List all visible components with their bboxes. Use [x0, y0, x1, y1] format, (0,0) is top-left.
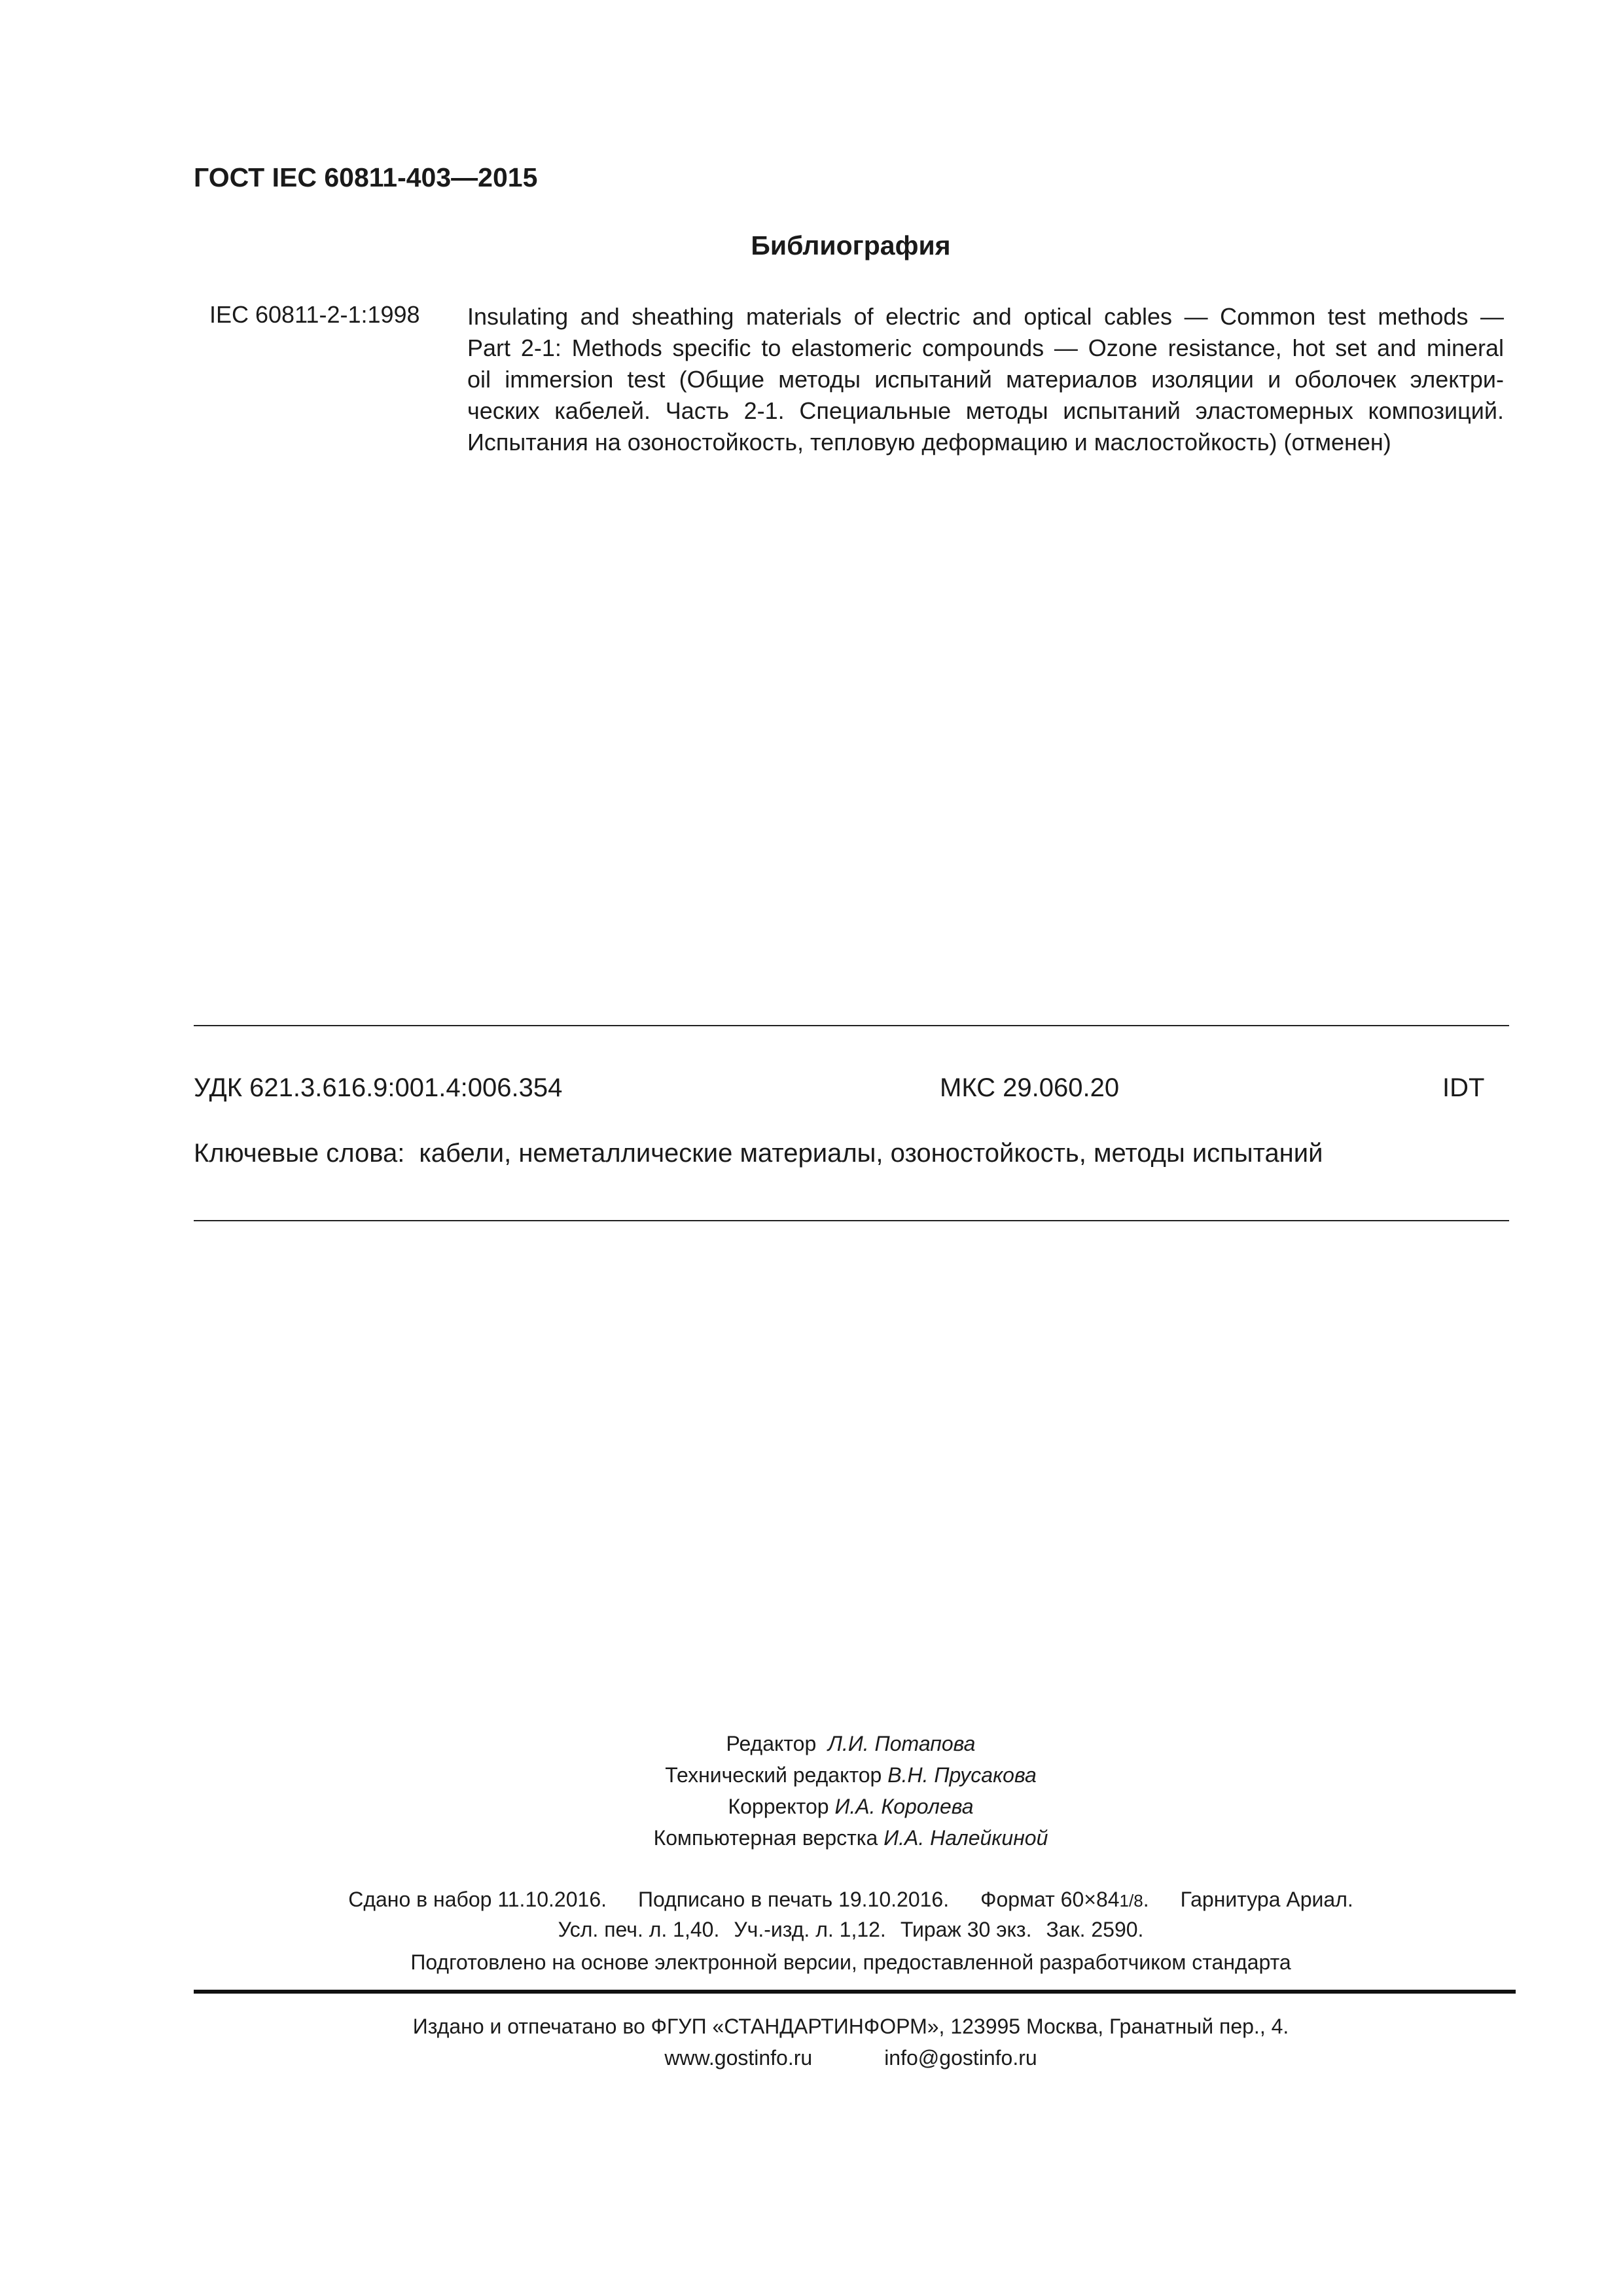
idt-marker: IDT: [1442, 1073, 1485, 1102]
credit-layout: [0, 1826, 1623, 1850]
print-circulation: Тираж 30 экз.: [900, 1918, 1032, 1941]
reference-line: oil immersion test (Общие методы испытаний материалов изоляции и оболочек электри-: [467, 366, 1504, 393]
divider-thick: [194, 1990, 1516, 1994]
document-code: ГОСТ IEC 60811-403—2015: [194, 162, 538, 192]
credit-proofreader: [0, 1795, 1623, 1819]
udk-code: УДК 621.3.616.9:001.4:006.354: [194, 1073, 563, 1102]
print-order: Зак. 2590.: [1046, 1918, 1144, 1941]
publisher-email[interactable]: info@gostinfo.ru: [884, 2046, 1037, 2070]
bibliography-title: Библиография: [751, 230, 951, 260]
reference-line: Part 2-1: Methods specific to elastomeric compounds — Ozone resistance, hot set and mineral: [467, 334, 1504, 361]
divider-bottom: [194, 1220, 1509, 1221]
keywords-label: Ключевые слова:: [194, 1139, 405, 1168]
credit-tech-editor: [0, 1763, 1623, 1787]
publisher-line: Издано и отпечатано во ФГУП «СТАНДАРТИНФОРМ», 123995 Москва, Гранатный пер., 4.: [412, 2015, 1289, 2038]
reference-line: Insulating and sheathing materials of electric and optical cables — Common test methods —: [467, 303, 1504, 330]
print-format: Формат 60×84: [980, 1888, 1120, 1911]
keywords-text: кабели, неметаллические материалы, озоностойкость, методы испытаний: [419, 1139, 1323, 1168]
credit-role: Редактор: [726, 1732, 817, 1755]
print-info-line-1: Сдано в набор 11.10.2016. Подписано в печать 19.10.2016. Формат 60×841/8. Гарнитура Ариал.: [348, 1888, 1353, 1911]
credit-editor: [0, 1732, 1623, 1756]
print-pub-sheets: Уч.-изд. л. 1,12.: [734, 1918, 886, 1941]
print-sheets: Усл. печ. л. 1,40.: [558, 1918, 720, 1941]
credit-name: И.А. Налейкиной: [883, 1826, 1048, 1850]
keywords: [194, 1139, 1323, 1168]
print-prepared: Подготовлено на основе электронной версии, предоставленной разработчиком стандарта: [410, 1950, 1291, 1974]
credit-role: Компьютерная верстка: [653, 1826, 878, 1850]
reference-code: IEC 60811-2-1:1998: [209, 301, 420, 328]
mks-code: МКС 29.060.20: [940, 1073, 1120, 1102]
credit-role: Технический редактор: [665, 1763, 882, 1787]
credit-name: В.Н. Прусакова: [887, 1763, 1037, 1787]
publisher-website[interactable]: www.gostinfo.ru: [664, 2046, 813, 2070]
print-format-fraction: 1/8: [1119, 1891, 1143, 1910]
reference-line: ческих кабелей. Часть 2-1. Специальные методы испытаний эластомерных композиций.: [467, 397, 1504, 424]
reference-description: [467, 301, 1504, 458]
credit-name: И.А. Королева: [834, 1795, 974, 1818]
print-sent: Сдано в набор 11.10.2016.: [348, 1888, 607, 1911]
credit-name: Л.И. Потапова: [828, 1732, 976, 1755]
print-signed: Подписано в печать 19.10.2016.: [638, 1888, 950, 1911]
reference-line: Испытания на озоностойкость, тепловую деформацию и маслостойкость) (отменен): [467, 429, 1391, 456]
publisher-contacts: [0, 2046, 1623, 2070]
print-font: Гарнитура Ариал.: [1180, 1888, 1353, 1911]
divider-top: [194, 1025, 1509, 1026]
print-info-line-2: [0, 1918, 1623, 1942]
credit-role: Корректор: [728, 1795, 829, 1818]
